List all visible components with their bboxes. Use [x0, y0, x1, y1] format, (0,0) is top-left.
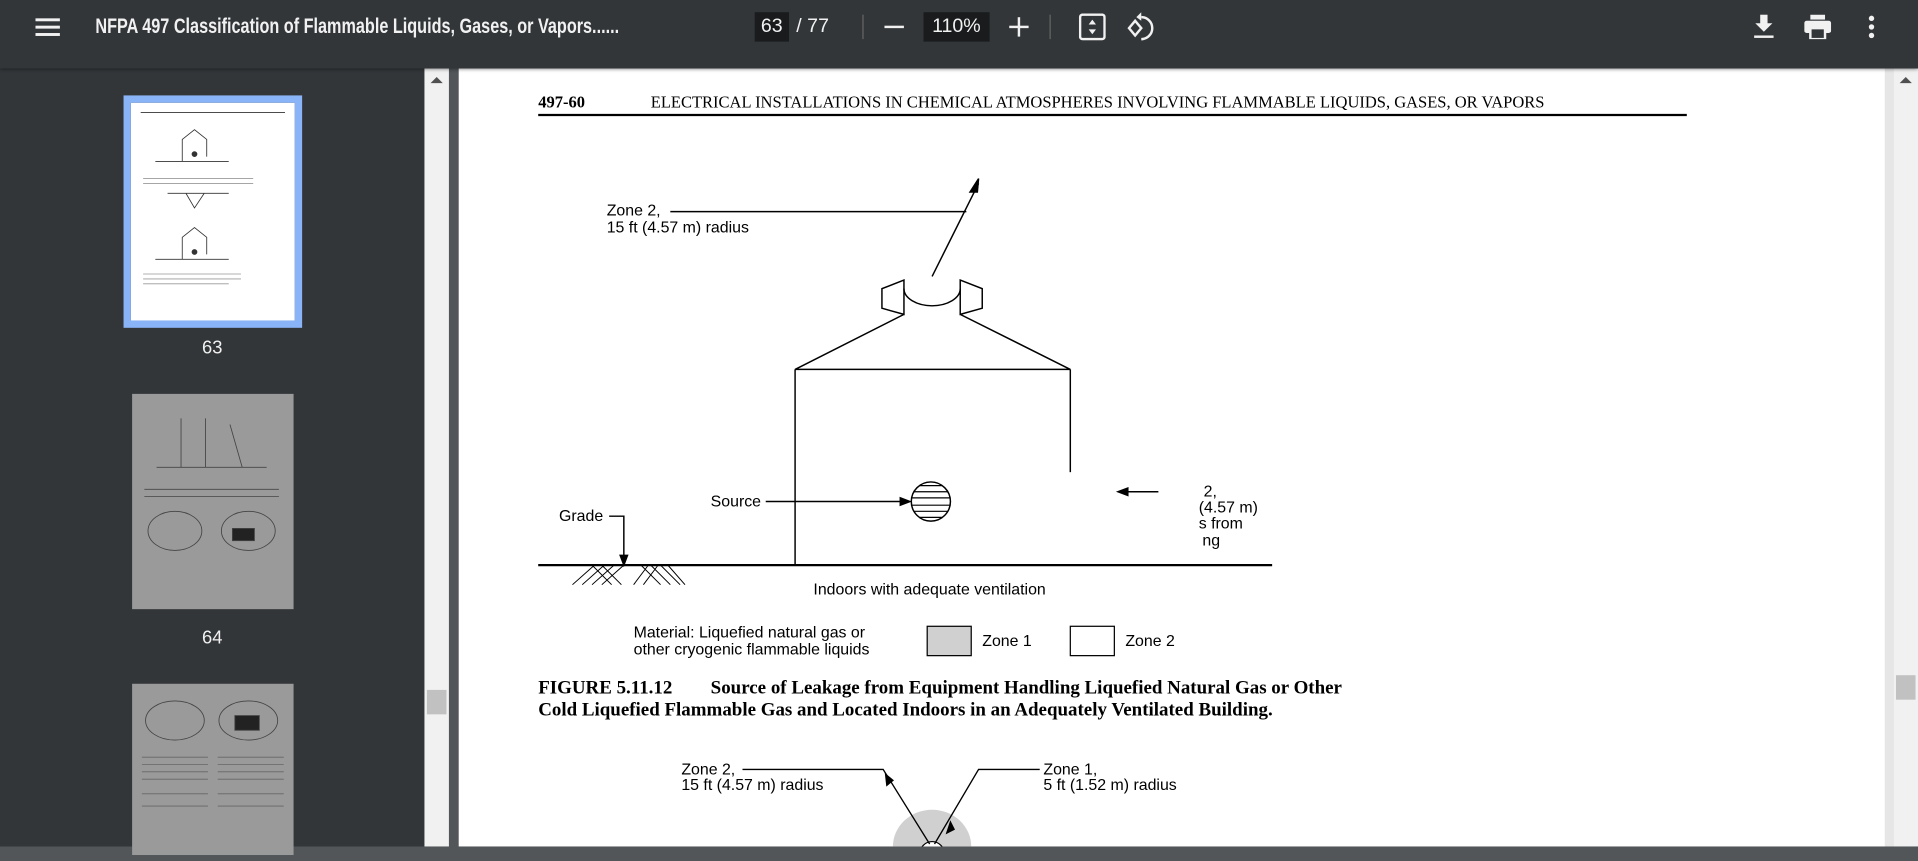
thumbnail-label: 64: [202, 627, 223, 649]
fig2-zone2-radius-label: 15 ft (4.57 m) radius: [681, 777, 824, 795]
material-label-line1: Material: Liquefied natural gas or: [633, 624, 866, 642]
right-label-line1: 2,: [1203, 483, 1217, 501]
zoom-in-icon[interactable]: [1002, 10, 1036, 44]
figure-number: FIGURE 5.11.12: [538, 677, 673, 699]
thumbnail-page-65[interactable]: [132, 684, 293, 855]
right-label-line4: ng: [1202, 532, 1221, 550]
scrollbar-thumb[interactable]: [427, 690, 447, 714]
menu-icon[interactable]: [31, 10, 65, 44]
right-label-line3: s from: [1198, 515, 1243, 533]
running-head: ELECTRICAL INSTALLATIONS IN CHEMICAL ATMOSPHERES INVOLVING FLAMMABLE LIQUIDS, GASES, OR VAPORS: [650, 92, 1545, 112]
scrollbar-thumb[interactable]: [1896, 675, 1916, 699]
download-icon[interactable]: [1747, 10, 1781, 44]
divider: [862, 15, 863, 39]
print-icon[interactable]: [1801, 10, 1835, 44]
figure-5-11-12-diagram: [538, 179, 1272, 585]
thumbnail-page-64[interactable]: [132, 394, 293, 609]
page-content: [459, 68, 1885, 846]
vent-arrow: [932, 183, 978, 276]
more-options-icon[interactable]: [1854, 10, 1888, 44]
thumbnail-preview: [132, 394, 293, 609]
scroll-up-arrow[interactable]: [1900, 77, 1912, 83]
legend-zone2-swatch: [1070, 626, 1114, 655]
zone2-radius-label: 15 ft (4.57 m) radius: [606, 219, 749, 237]
pdf-page: [459, 68, 1885, 846]
divider: [1050, 15, 1051, 39]
fit-page-icon[interactable]: [1075, 10, 1109, 44]
scroll-up-arrow[interactable]: [431, 77, 443, 83]
pdf-toolbar: [0, 0, 1918, 68]
source-label: Source: [710, 493, 762, 511]
thumbnail-sidebar: [0, 68, 424, 846]
page-number: 497-60: [538, 92, 585, 112]
fig2-zone1-radius-label: 5 ft (1.52 m) radius: [1043, 777, 1177, 795]
zoom-out-icon[interactable]: [877, 10, 911, 44]
legend-zone1-label: Zone 1: [982, 632, 1032, 650]
figure-caption-line2: Cold Liquefied Flammable Gas and Located Indoors in an Adequately Ventilated Building.: [538, 699, 1273, 721]
roof: [795, 314, 1070, 369]
location-label: Indoors with adequate ventilation: [813, 581, 1046, 599]
legend-zone2-label: Zone 2: [1125, 632, 1175, 650]
document-scrollbar[interactable]: [1894, 68, 1918, 846]
thumbnail-preview: [132, 684, 293, 855]
vent-cap: [882, 280, 982, 314]
sidebar-scrollbar[interactable]: [424, 68, 448, 846]
thumbnail-preview: [131, 103, 295, 321]
fig2-zone1-label: Zone 1,: [1043, 761, 1098, 779]
zone2-label: Zone 2,: [606, 202, 661, 220]
rotate-icon[interactable]: [1123, 10, 1157, 44]
page-gutter: [1885, 68, 1894, 846]
material-label-line2: other cryogenic flammable liquids: [633, 641, 870, 659]
figure-caption-line1: Source of Leakage from Equipment Handling Liquefied Natural Gas or Other: [710, 677, 1342, 699]
thumbnail-page-63[interactable]: [131, 103, 295, 321]
right-label-line2: (4.57 m): [1198, 499, 1258, 517]
document-title: NFPA 497 Classification of Flammable Liquids, Gases, or Vapors......: [95, 14, 620, 38]
legend-zone1-swatch: [927, 626, 971, 655]
page-total: / 77: [796, 15, 829, 37]
page-number-input[interactable]: 63: [755, 12, 789, 41]
source-symbol: [911, 482, 950, 521]
grade-label: Grade: [559, 508, 604, 526]
fig2-zone2-label: Zone 2,: [681, 761, 736, 779]
zoom-level-input[interactable]: 110%: [924, 12, 990, 41]
thumbnail-label: 63: [202, 337, 223, 359]
